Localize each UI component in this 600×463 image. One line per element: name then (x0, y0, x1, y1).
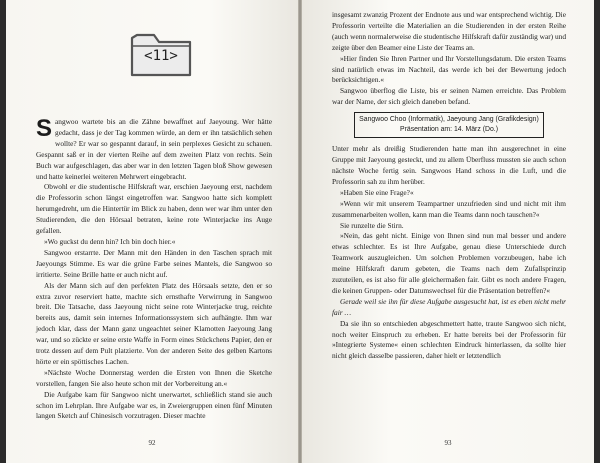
paragraph-r4: Unter mehr als dreißig Studierenden hatte man ihn ausgerechnet in eine Gruppe mit Jaeyoung gesteckt, und zu allem Überfluss mussten sie auch schon nächste Woche fertig sein. Sangwoos Hand schoss in die Luft, und die Professorin sah zu ihm herüber. (332, 144, 566, 186)
right-body-text (332, 10, 566, 362)
paragraph-r1: insgesamt zwanzig Prozent der Endnote aus und war entsprechend wichtig. Die Professorin verteilte die Materialien an die Studierenden in der ersten Reihe (auch wenn normalerweise die studentische Hilfskraft dafür zuständig war) und zeigte über den Beamer eine Liste der Teams an. (332, 10, 566, 52)
paragraph-r2: »Hier finden Sie Ihren Partner und Ihr Vorstellungsdatum. Die ersten Teams sind natürlich etwas im Nachteil, das werde ich bei der Bewertung jedoch berücksichtigen.« (332, 53, 566, 85)
paragraph-r8: »Nein, das geht nicht. Einige von Ihnen sind nun mal besser und andere etwas schlechter. Es ist Ihre Aufgabe, genau diese Unterschiede durch Teamwork auszugleichen. Um solchen Problemen vorzubeugen, habe ich meine Hilfskraft darum gebeten, die Teams nach dem Zufallsprinzip zuzuteilen, es ist also für alle gleichermaßen fair. Gibt es noch andere Fragen, die keinen Gruppen- oder Datumswechsel für die Präsentation betreffen?« (332, 231, 566, 295)
paragraph-r3: Sangwoo überflog die Liste, bis er seinen Namen erreichte. Das Problem war der Name, der sich gleich daneben befand. (332, 86, 566, 107)
paragraph-1: Sangwoo wartete bis an die Zähne bewaffnet auf Jaeyoung. Wer hätte gedacht, dass je der Tag kommen würde, an dem er ihn tatsächlich sehen wollte? Er war so gespannt darauf, in sein perplexes Gesicht zu schauen. Gespannt saß er in der vierten Reihe auf dem zweiten Platz von rechts. Sein Buch war aufgeschlagen, das aber war in den letzten Tagen bloß Show gewesen und hatte keinerlei weiteren Mehrwert eingebracht. (36, 115, 272, 181)
team-names: Sangwoo Choo (Informatik), Jaeyoung Jang (Grafikdesign) (359, 116, 539, 124)
drop-cap: S (36, 115, 53, 142)
paragraph-5: Als der Mann sich auf den perfekten Platz des Hörsaals setzte, den er so extra zuvor reserviert hatte, machte sich ernsthafte Verwirrung in Sangwoo breit. Die Tatsache, dass Jaeyoung nicht seine rote Winterjacke trug, reichte bereits aus, damit sein internes Informationssystem sich aufhängte. Ihm war jedoch klar, dass der Mann ganz ungeachtet seiner Klamotten Jaeyoung Jang war, und so zückte er seine erste Waffe in Form eines Stückchens Papier, den er trotz dessen auf dem Pult platzierte. Von der anderen Seite des gelben Kartons hörte er ein spöttisches Lachen. (36, 280, 272, 366)
paragraph-r7: Sie runzelte die Stirn. (340, 220, 404, 230)
folder-icon (129, 30, 193, 78)
left-page (6, 0, 298, 463)
paragraph-6: »Nächste Woche Donnerstag werden die Ersten von Ihnen die Sketche vorstellen, fangen Sie also heute schon mit der Vorbereitung an.« (36, 367, 272, 388)
presentation-date: Präsentation am: 14. März (Do.) (399, 126, 499, 134)
paragraph-3: »Wo guckst du denn hin? Ich bin doch hier.« (44, 236, 176, 246)
paragraph-4: Sangwoo erstarrte. Der Mann mit den Händen in den Taschen sprach mit Jaeyoungs Stimme. Es war die grüne Farbe seines Mantels, die Sangwoo so irritierte. Seine Brille hatte er auch nicht auf. (36, 247, 272, 279)
paragraph-7: Die Aufgabe kam für Sangwoo nicht unerwartet, schließlich stand sie auch schon im Lehrplan. Ihre Aufgabe war es, in Zweiergruppen einen fünf Minuten langen Sketch auf Chinesisch vorzutragen. Dieser machte (36, 389, 272, 421)
left-body-text (36, 117, 272, 422)
book-spread (6, 0, 594, 463)
paragraph-2: Obwohl er die studentische Hilfskraft war, erschien Jaeyoung erst, nachdem die Professorin schon längst eingetroffen war. Sangwoo hatte sich komplett herumgedreht, um die Hintertür im Blick zu haben, denn wer war ihm unter den Studierenden, die den Hörsaal betraten, keine rote Winterjacke ins Auge gefallen. (36, 182, 272, 236)
page-number-right: 93 (444, 439, 452, 447)
paragraph-r6: »Wenn wir mit unserem Teampartner unzufrieden sind und nicht mit ihm zusammenarbeiten wollen, kann man die Teams dann noch tauschen?« (332, 198, 566, 219)
right-page (302, 0, 594, 463)
italic-thought: Gerade weil sie ihn für diese Aufgabe ausgesucht hat, ist es eben nicht mehr fair … (332, 296, 566, 317)
paragraph-r9: Da sie ihn so entschieden abgeschmettert hatte, traute Sangwoo sich nicht, noch weiter Einspruch zu erheben. Er hatte bereits bei der Professorin für »Integrierte Systeme« einen schlechten Eindruck hinterlassen, da sollte hier nicht gleich dasselbe passieren, daher hielt er letztendlich (332, 318, 566, 361)
chapter-number: <11> (144, 48, 178, 64)
team-assignment-box (354, 112, 544, 138)
page-number-left: 92 (148, 439, 156, 447)
paragraph-r5: »Haben Sie eine Frage?« (340, 187, 414, 197)
